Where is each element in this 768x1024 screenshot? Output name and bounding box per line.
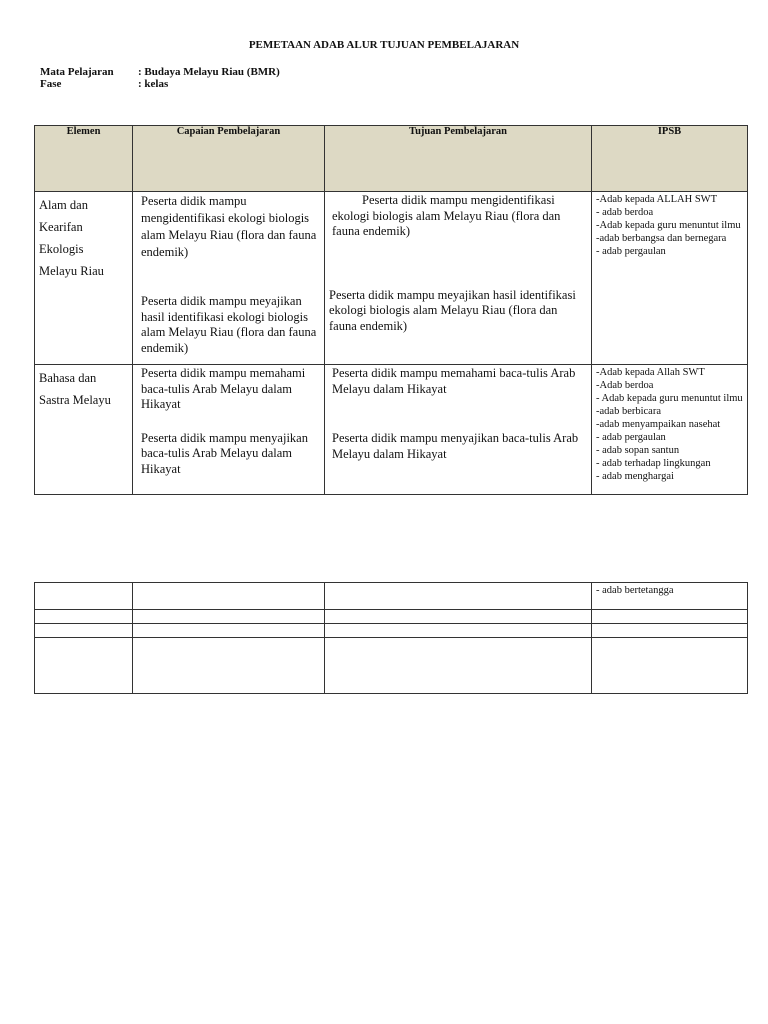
meta-fase (40, 78, 168, 90)
ipsb-item: -Adab kepada Allah SWT (596, 367, 705, 378)
capaian-text: Peserta didik mampu meyajikan hasil identifikasi ekologi biologis alam Melayu Riau (flora dan fauna endemik) (141, 294, 317, 355)
ipsb-item: - adab menghargai (596, 471, 674, 482)
meta-mata-pelajaran (40, 66, 280, 78)
table-row (35, 583, 748, 610)
tujuan-text: Peserta didik mampu memahami baca-tulis Arab Melayu dalam Hikayat (332, 366, 576, 396)
header-capaian: Capaian Pembelajaran (133, 126, 325, 192)
empty-cell (133, 583, 325, 610)
elemen-line: Kearifan (39, 220, 83, 234)
capaian-text: Peserta didik mampu menyajikan baca-tulis Arab Melayu dalam Hikayat (141, 430, 308, 476)
ipsb-item: -adab menyampaikan nasehat (596, 419, 721, 430)
empty-cell (325, 624, 592, 638)
ipsb-item: - adab pergaulan (596, 246, 666, 257)
continuation-table (34, 582, 748, 694)
empty-cell (35, 638, 133, 694)
elemen-line: Ekologis (39, 242, 84, 256)
tujuan-text: Peserta didik mampu menyajikan baca-tulis Arab Melayu dalam Hikayat (332, 431, 579, 461)
ipsb-cell (592, 192, 748, 365)
meta-value: : kelas (138, 78, 169, 90)
elemen-line: Melayu Riau (39, 264, 104, 278)
elemen-line: Bahasa dan (39, 371, 97, 385)
header-elemen: Elemen (35, 126, 133, 192)
elemen-cell (35, 192, 133, 365)
table-row (35, 624, 748, 638)
capaian-text: Peserta didik mampu memahami baca-tulis Arab Melayu dalam Hikayat (141, 366, 306, 411)
tujuan-cell (325, 365, 592, 495)
tujuan-text: Peserta didik mampu meyajikan hasil identifikasi ekologi biologis alam Melayu Riau (flora dan fauna endemik) (329, 287, 576, 333)
capaian-text: Peserta didik mampu mengidentifikasi ekologi biologis alam Melayu Riau (flora dan fauna endemik) (141, 194, 317, 259)
ipsb-item: - Adab kepada guru menuntut ilmu (596, 393, 743, 404)
table-row (35, 192, 748, 365)
meta-value: : Budaya Melayu Riau (BMR) (138, 66, 280, 78)
ipsb-item: -adab berbicara (596, 406, 661, 417)
table-row (35, 638, 748, 694)
empty-cell (325, 610, 592, 624)
ipsb-item: - adab sopan santun (596, 445, 680, 456)
ipsb-item: - adab berdoa (596, 207, 654, 218)
ipsb-cell (592, 365, 748, 495)
page-title: PEMETAAN ADAB ALUR TUJUAN PEMBELAJARAN (248, 39, 520, 51)
elemen-cell (35, 365, 133, 495)
table-row (35, 610, 748, 624)
capaian-cell (133, 192, 325, 365)
empty-cell (592, 638, 748, 694)
empty-cell (35, 583, 133, 610)
ipsb-item: - adab pergaulan (596, 432, 666, 443)
ipsb-item: -adab berbangsa dan bernegara (596, 233, 727, 244)
header-ipsb: IPSB (592, 126, 748, 192)
tujuan-text: Peserta didik mampu mengidentifikasi ekologi biologis alam Melayu Riau (flora dan fauna endemik) (332, 193, 561, 238)
ipsb-item: - adab bertetangga (596, 585, 674, 596)
elemen-line: Sastra Melayu (39, 393, 111, 407)
elemen-line: Alam dan (39, 198, 88, 212)
ipsb-item: -Adab kepada ALLAH SWT (596, 194, 718, 205)
meta-label: Mata Pelajaran (40, 66, 114, 78)
table-header-row (35, 126, 748, 192)
empty-cell (133, 610, 325, 624)
ipsb-cell (592, 583, 748, 610)
table-row (35, 365, 748, 495)
ipsb-item: - adab terhadap lingkungan (596, 458, 711, 469)
empty-cell (133, 638, 325, 694)
ipsb-item: -Adab berdoa (596, 380, 654, 391)
capaian-cell (133, 365, 325, 495)
header-tujuan: Tujuan Pembelajaran (325, 126, 592, 192)
empty-cell (35, 610, 133, 624)
empty-cell (133, 624, 325, 638)
meta-label: Fase (40, 78, 62, 90)
empty-cell (592, 624, 748, 638)
empty-cell (35, 624, 133, 638)
empty-cell (325, 638, 592, 694)
tujuan-cell (325, 192, 592, 365)
empty-cell (325, 583, 592, 610)
ipsb-item: -Adab kepada guru menuntut ilmu (596, 220, 741, 231)
empty-cell (592, 610, 748, 624)
main-table (34, 125, 748, 495)
